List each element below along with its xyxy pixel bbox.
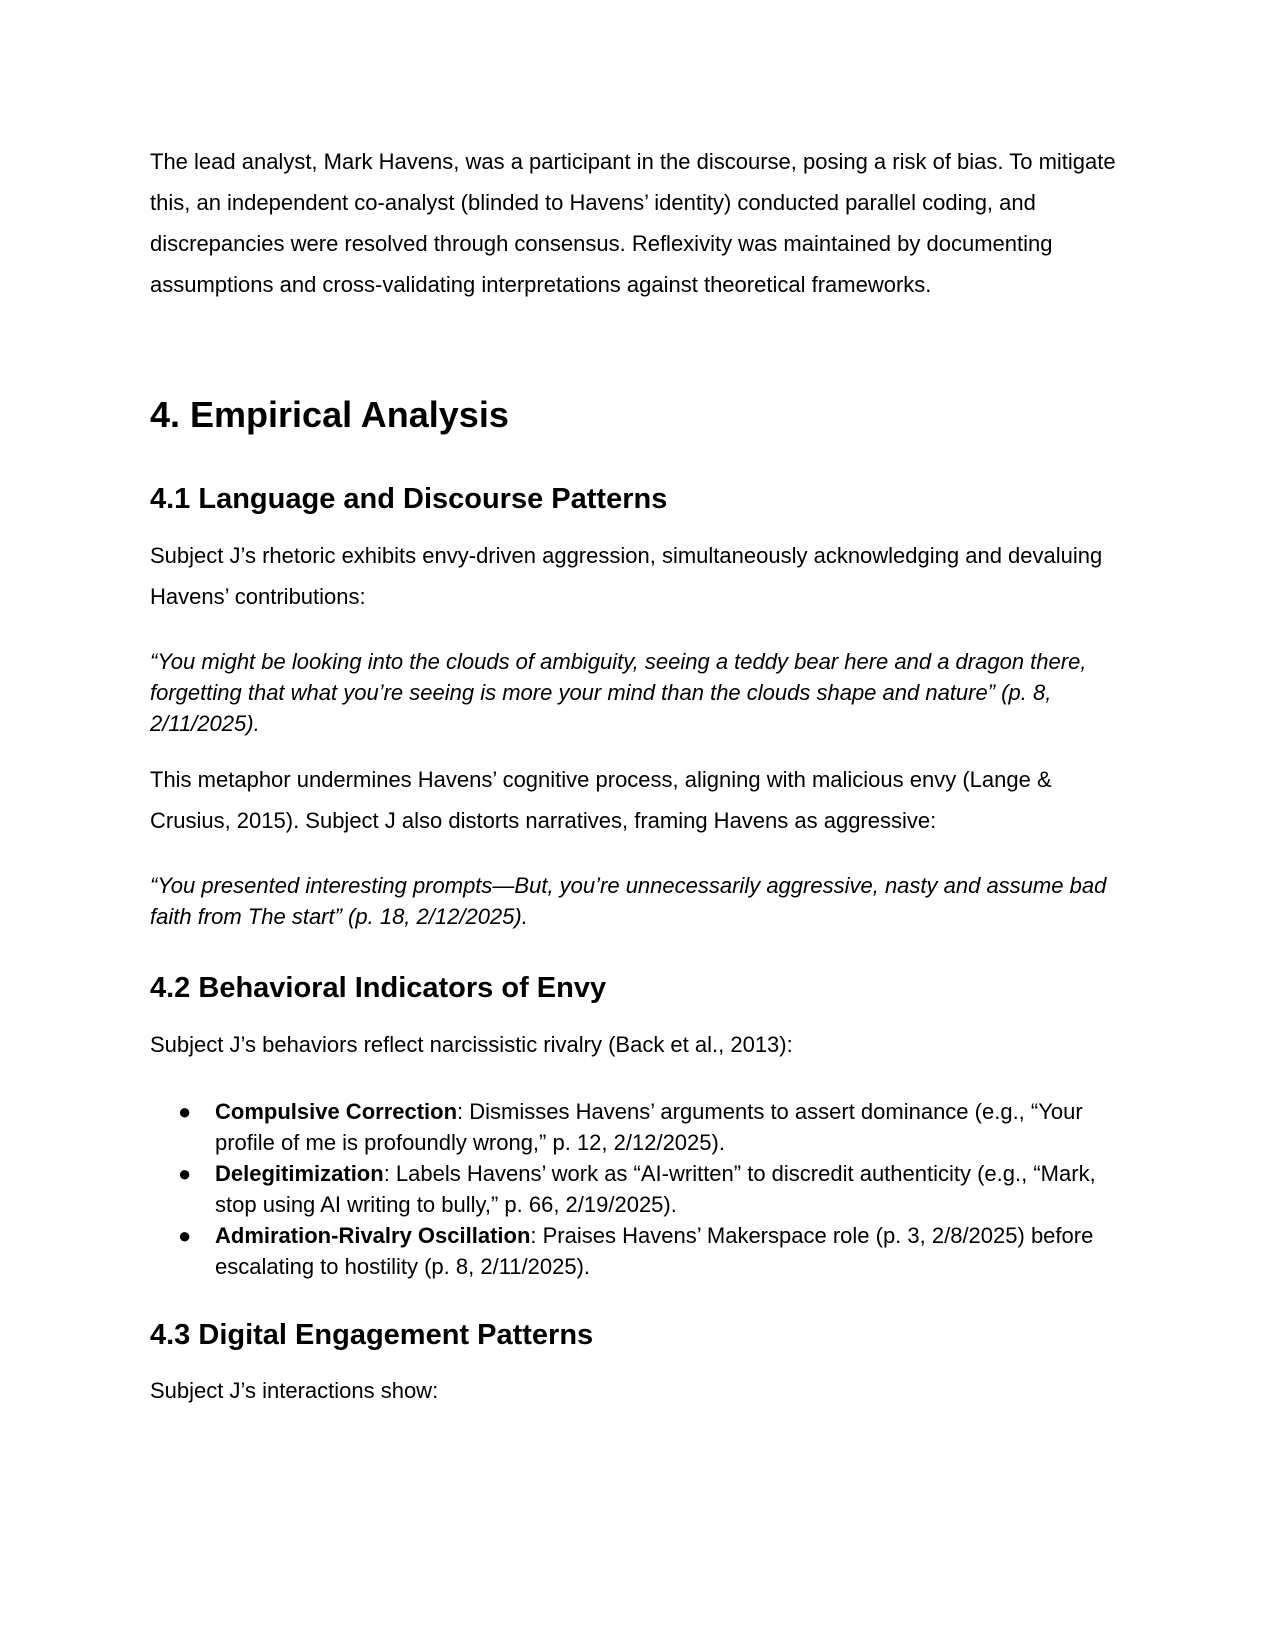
- section-heading-4: 4. Empirical Analysis: [150, 394, 509, 435]
- quote-1: “You might be looking into the clouds of ambiguity, seeing a teddy bear here and a dragon there, forgetting that what you’re seeing is more your mind than the clouds shape and nature” (p. 8, 2/11/2025).: [150, 649, 1087, 736]
- list-item: [140, 1220, 1120, 1282]
- intro-paragraph: The lead analyst, Mark Havens, was a participant in the discourse, posing a risk of bias. To mitigate this, an independent co-analyst (blinded to Havens’ identity) conducted parallel coding, and discrepancies were resolved through consensus. Reflexivity was maintained by documenting assumptions and cross-validating interpretations against theoretical frameworks.: [150, 149, 1116, 297]
- paragraph-4-1-analysis: This metaphor undermines Havens’ cognitive process, aligning with malicious envy (Lange & Crusius, 2015). Subject J also distorts narratives, framing Havens as aggressive:: [150, 767, 1052, 833]
- list-item-term: Delegitimization: [215, 1161, 384, 1186]
- list-item-term: Compulsive Correction: [215, 1099, 458, 1124]
- subsection-heading-4-2: 4.2 Behavioral Indicators of Envy: [150, 972, 607, 1004]
- subsection-heading-4-3: 4.3 Digital Engagement Patterns: [150, 1319, 594, 1351]
- quote-2: “You presented interesting prompts—But, you’re unnecessarily aggressive, nasty and assume bad faith from The start” (p. 18, 2/12/2025).: [150, 873, 1107, 929]
- list-item-term: Admiration-Rivalry Oscillation: [215, 1223, 531, 1248]
- paragraph-4-3-intro: Subject J’s interactions show:: [150, 1378, 439, 1403]
- list-item-text: : Labels Havens’ work as “AI-written” to discredit authenticity (e.g., “Mark, stop using AI writing to bully,” p. 66, 2/19/2025).: [215, 1161, 1096, 1217]
- bullet-icon: ●: [178, 1223, 192, 1248]
- list-item-text: : Dismisses Havens’ arguments to assert dominance (e.g., “Your profile of me is profoundly wrong,” p. 12, 2/12/2025).: [215, 1099, 1083, 1155]
- subsection-heading-4-1: 4.1 Language and Discourse Patterns: [150, 483, 668, 515]
- list-item: [140, 1096, 1120, 1158]
- paragraph-4-2-intro: Subject J’s behaviors reflect narcissistic rivalry (Back et al., 2013):: [150, 1032, 793, 1057]
- list-item: [140, 1158, 1120, 1220]
- behavior-list: [140, 1096, 1120, 1282]
- paragraph-4-1-intro: Subject J’s rhetoric exhibits envy-driven aggression, simultaneously acknowledging and devaluing Havens’ contributions:: [150, 543, 1103, 609]
- bullet-icon: ●: [178, 1161, 192, 1186]
- bullet-icon: ●: [178, 1099, 192, 1124]
- list-item-text: : Praises Havens’ Makerspace role (p. 3, 2/8/2025) before escalating to hostility (p. 8, 2/11/2025).: [215, 1223, 1094, 1279]
